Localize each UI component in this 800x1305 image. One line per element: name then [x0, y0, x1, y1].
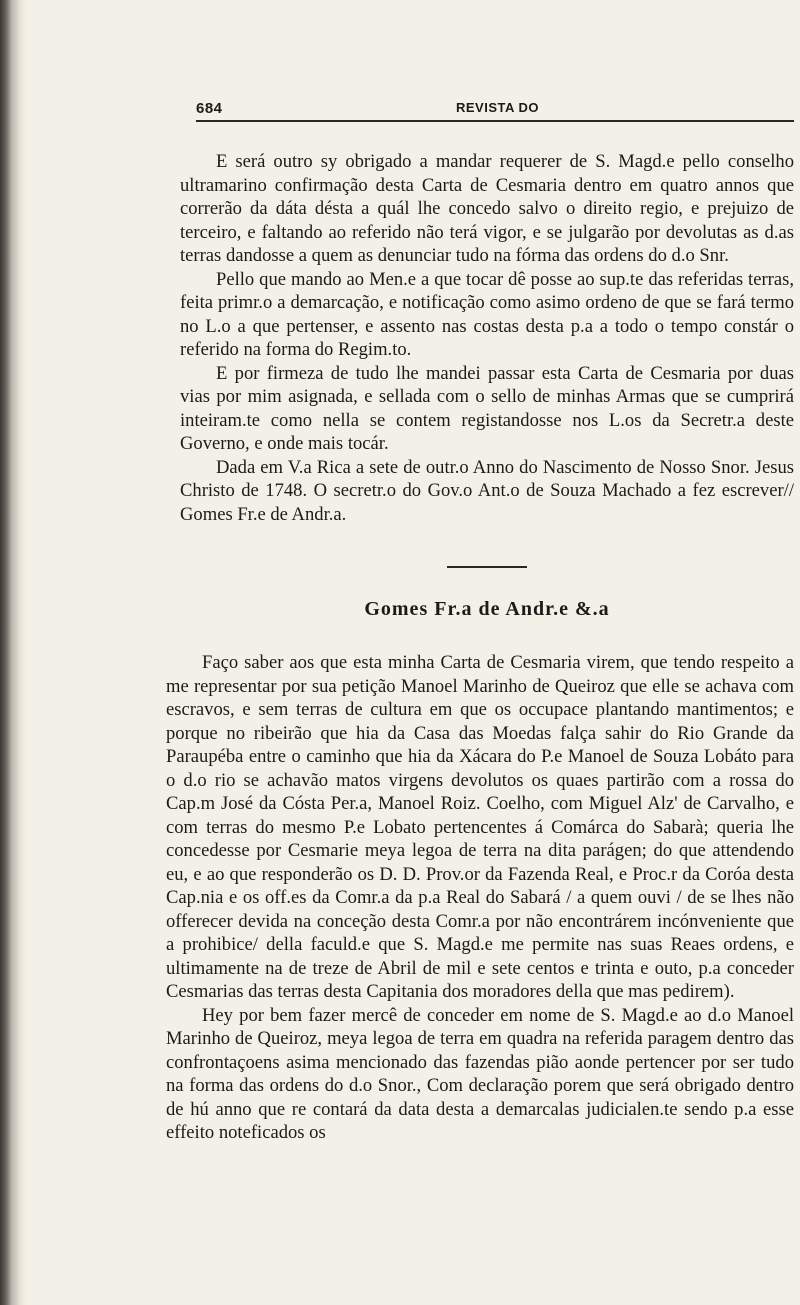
paragraph: Hey por bem fazer mercê de conceder em nome de S. Magd.e ao d.o Manoel Marinho de Queiroz, meya legoa de terra em quadra na referida paragem dentro das confrontaçoens asima mencionado das fazendas pião aonde pertencer por ser tudo na forma das ordens do d.o Snor., Com declaração porem que será obrigado dentro de hú anno que re contará da data desta a demarcalas judicialen.te sendo p.a esse effeito noteficados os: [166, 1004, 794, 1143]
paragraph: Dada em V.a Rica a sete de outr.o Anno do Nascimento de Nosso Snor. Jesus Christo de 1748. O secretr.o do Gov.o Ant.o de Souza Machado a fez escrever// Gomes Fr.e de Andr.a.: [180, 456, 794, 525]
signature-heading: Gomes Fr.a de Andr.e &.a: [364, 598, 610, 620]
text-block-1: [180, 150, 794, 526]
section-divider: [447, 566, 527, 568]
paragraph: E por firmeza de tudo lhe mandei passar esta Carta de Cesmaria por duas vias por mim asignada, e sellada com o sello de minhas Armas que se cumprirá inteiram.te como nella se contem registandosse nos L.os da Secretr.a deste Governo, e onde mais tocár.: [180, 362, 794, 454]
book-spine-shadow: [0, 0, 26, 1305]
paragraph: E será outro sy obrigado a mandar requerer de S. Magd.e pello conselho ultramarino confirmação desta Carta de Cesmaria dentro em quatro annos que correrão da dáta désta a quál lhe concedo salvo o direito regio, e prejuizo de terceiro, e faltando ao referido não terá vigor, e se julgarão por devolutas as d.as terras dandosse a quem as denunciar tudo na fórma das ordens do d.o Snr.: [180, 151, 794, 266]
paragraph: Pello que mando ao Men.e a que tocar dê posse ao sup.te das referidas terras, feita primr.o a demarcação, e notificação como asimo ordeno de que se fará termo no L.o a que pertenser, e assento nas costas desta p.a a todo o tempo constár o referido na forma do Regim.to.: [180, 268, 794, 360]
document-page: [166, 94, 794, 1145]
page-number: 684: [196, 100, 223, 117]
section-divider-wrap: [180, 566, 794, 568]
paragraph: Faço saber aos que esta minha Carta de Cesmaria virem, que tendo respeito a me representar por sua petição Manoel Marinho de Queiroz que elle se achava com escravos, e sem terras de cultura em que os occupace plantando mantimentos; e porque no ribeirão que hia da Casa das Moedas falça sahir do Rio Grande da Paraupéba entre o caminho que hia da Xácara do P.e Manoel de Souza Lobáto para o d.o rio se achavão matos virgens devolutos os quaes partirão com a rossa do Cap.m José da Cósta Per.a, Manoel Roiz. Coelho, com Miguel Alz' de Carvalho, e com terras do mesmo P.e Lobato pertencentes á Comárca do Sabarà; queria lhe concedesse por Cesmarie meya legoa de terra na dita parágen; do que attendendo eu, e ao que responderão os D. D. Prov.or da Fazenda Real, e Proc.r da Coróa desta Cap.nia e os off.es da Comr.a da p.a Real do Sabará / a quem ouvi / de se lhes não offerecer devida na conceção desta Comr.a por não encontrárem incónveniente que a prohibice/ della faculd.e que S. Magd.e me permite nas suas Reaes ordens, e ultimamente na de treze de Abril de mil e sete centos e trinta e outo, p.a conceder Cesmarias das terras desta Capitania dos moradores della que mas pedirem).: [166, 652, 794, 1002]
journal-title: REVISTA DO: [456, 100, 540, 115]
running-header: [196, 94, 794, 122]
text-block-2: [166, 651, 794, 1145]
